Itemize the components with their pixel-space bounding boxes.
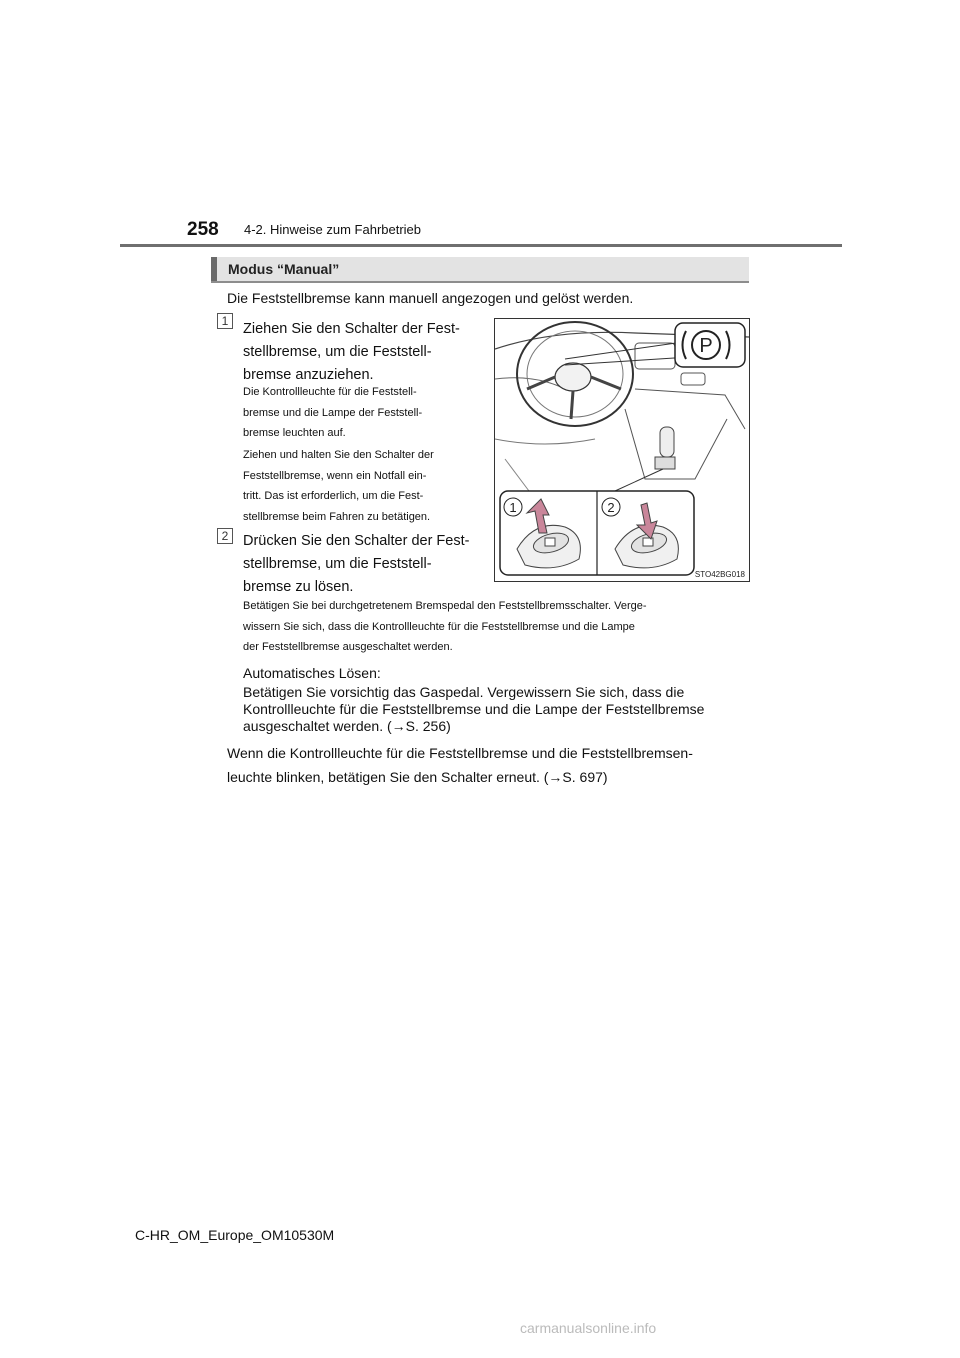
p-indicator-letter: P: [699, 335, 713, 357]
closing-text: [227, 741, 750, 789]
note-line: stellbremse beim Fahren zu betätigen.: [243, 510, 431, 523]
document-footer: C-HR_OM_Europe_OM10530M: [135, 1227, 335, 1243]
note-line: der Feststellbremse ausgeschaltet werden.: [243, 641, 453, 653]
step-2-badge: 2: [217, 528, 233, 544]
note-line: wissern Sie sich, dass die Kontrollleuchte für die Feststellbremse und die Lampe: [243, 620, 635, 633]
auto-release-text: [243, 684, 750, 735]
step-2-line: bremse zu lösen.: [243, 579, 354, 595]
step-1-line: bremse anzuziehen.: [243, 367, 374, 383]
label-2: 2: [607, 500, 615, 515]
intro-text: Die Feststellbremse kann manuell angezogen und gelöst werden.: [227, 290, 634, 306]
note-line: Die Kontrollleuchte für die Feststell-: [243, 386, 417, 398]
note-line: tritt. Das ist erforderlich, um die Fest-: [243, 490, 424, 502]
auto-release-line: Kontrollleuchte für die Feststellbremse und die Lampe der Feststellbremse: [243, 701, 705, 717]
step-1-text: [243, 318, 476, 387]
step-1-line: Ziehen Sie den Schalter der Fest-: [243, 321, 460, 337]
step-2-line: stellbremse, um die Feststell-: [243, 556, 432, 572]
note-line: Ziehen und halten Sie den Schalter der: [243, 449, 434, 461]
step-1-note-2: [243, 445, 476, 527]
label-1: 1: [509, 500, 517, 515]
note-line: Betätigen Sie bei durchgetretenem Bremspedal den Feststellbremsschalter. Verge-: [243, 600, 647, 612]
closing-line: Wenn die Kontrollleuchte für die Feststellbremse und die Feststellbremsen-: [227, 745, 693, 761]
heading-marker: [211, 257, 217, 281]
note-line: bremse und die Lampe der Feststell-: [243, 406, 423, 419]
section-heading: [211, 257, 749, 283]
header-divider: [120, 244, 842, 247]
auto-release-title: Automatisches Lösen:: [243, 665, 381, 681]
section-title: 4-2. Hinweise zum Fahrbetrieb: [244, 222, 422, 237]
note-line: Feststellbremse, wenn ein Notfall ein-: [243, 469, 427, 482]
heading-text: Modus “Manual”: [228, 261, 340, 277]
parking-brake-figure: [494, 318, 750, 582]
auto-release-line: Betätigen Sie vorsichtig das Gaspedal. Vergewissern Sie sich, dass die: [243, 684, 685, 700]
figure-caption: STO42BG018: [694, 570, 745, 579]
step-2-note: [243, 596, 750, 658]
parking-brake-switch-illustration: [495, 319, 749, 581]
closing-line: leuchte blinken, betätigen Sie den Schalter erneut. (→S. 697): [227, 769, 608, 785]
step-2-text: [243, 530, 476, 599]
auto-release-line: ausgeschaltet werden. (→S. 256): [243, 718, 451, 734]
step-1-badge: 1: [217, 313, 233, 329]
page-number: 258: [187, 219, 219, 240]
step-1-line: stellbremse, um die Feststell-: [243, 344, 432, 360]
note-line: bremse leuchten auf.: [243, 427, 346, 439]
watermark: carmanualsonline.info: [520, 1320, 657, 1336]
step-1-note-1: [243, 382, 476, 444]
step-2-line: Drücken Sie den Schalter der Fest-: [243, 533, 470, 549]
